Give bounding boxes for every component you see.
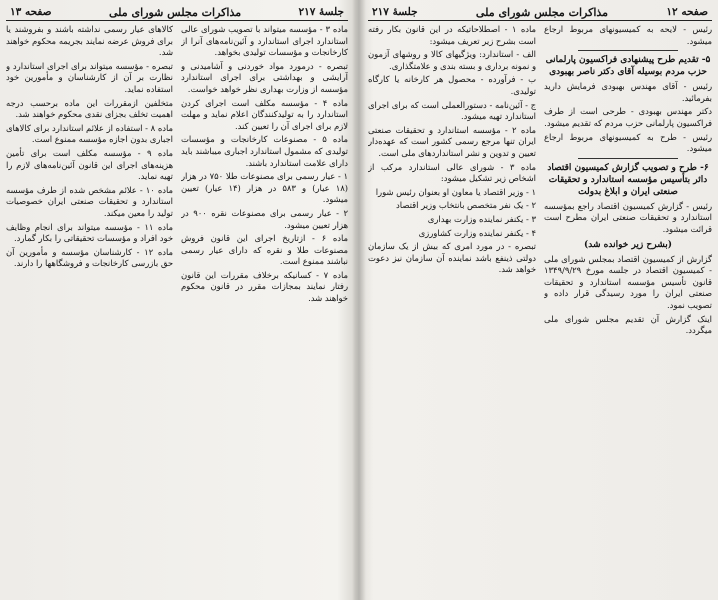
paragraph: رئیس - گزارش کمیسیون اقتصاد راجع بمؤسسه استاندارد و تحقیقات صنعتی ایران مطرح است قرائت میشود. [544, 200, 712, 234]
page-title: مذاکرات مجلس شورای ملی [475, 5, 609, 19]
divider [578, 158, 679, 159]
page-header [6, 4, 348, 21]
page-header [368, 4, 712, 21]
paragraph: اینک گزارش آن تقدیم مجلس شورای ملی میگردد. [544, 313, 712, 336]
paragraph: ۲ - یک نفر متخصص بانتخاب وزیر اقتصاد [396, 200, 536, 211]
paragraph: ب - فرآورده - محصول هر کارخانه یا کارگاه تولیدی. [368, 74, 536, 96]
paragraph: رئیس - آقای مهندس بهبودی فرمایش دارید بفرمائید. [544, 81, 712, 103]
paragraph: متخلفین ازمقررات این ماده برحسب درجه اهمیت تخلف بجزای نقدی محکوم خواهند شد. [6, 97, 173, 120]
paragraph: دکتر مهندس بهبودی - طرحی است از طرف فراکسیون پارلمانی حزب مردم که تقدیم میشود. [544, 106, 712, 128]
paragraph: ماده ۳ - شورای عالی استاندارد مرکب از اشخاص زیر تشکیل میشود: [368, 161, 536, 184]
agenda-heading: ۶- طرح و تصویب گزارش کمیسیون اقتصاد دائر بتأسیس مؤسسه استاندارد و تحقیقات صنعتی ایران و ابلاغ بدولت [547, 162, 709, 197]
agenda-heading: ۵- تقدیم طرح پیشنهادی فراکسیون پارلمانی حزب مردم بوسیله آقای دکتر ناصر بهبودی [545, 55, 711, 78]
column-right [544, 24, 712, 596]
column-left [368, 24, 536, 596]
paragraph: گزارش از کمیسیون اقتصاد بمجلس شورای ملی - کمیسیون اقتصاد در جلسه مورخ ۱۳۴۹/۹/۲۹ قانون تأسیس مؤسسه استاندارد و تحقیقات صنعتی ایران را مورد رسیدگی قرار داده و تصویب نمود. [544, 253, 712, 310]
paragraph: ماده ۱ - اصطلاحاتیکه در این قانون بکار رفته است بشرح زیر تعریف میشود: [368, 24, 536, 46]
paragraph: الف - استاندارد: ویژگیهای کالا و روشهای آزمون و نمونه برداری و بسته بندی و علامتگذاری. [368, 49, 536, 71]
paragraph: تبصره - در مورد امری که بیش از یک سازمان دولتی ذینفع باشد نماینده آن سازمان نیز دعوت خواهد شد. [368, 241, 536, 275]
paragraph: ماده ۷ - کسانیکه برخلاف مقررات این قانون رفتار نمایند بمجازات مقرر در قانون محکوم خواهند شد. [181, 269, 348, 304]
text-columns [6, 24, 348, 596]
left-page [6, 0, 348, 600]
paragraph: رئیس - لایحه به کمیسیونهای مربوط ارجاع میشود. [544, 24, 712, 46]
paragraph: ماده ۹ - مؤسسه مکلف است برای تأمین هزینه‌های اجرای این قانون آئین‌نامه‌های لازم را تهیه نماید. [6, 147, 173, 182]
column-left [6, 24, 173, 596]
paragraph: ماده ۴ - مؤسسه مکلف است اجرای کردن استاندارد را به تولیدکنندگان اعلام نماید و مهلت لازم برای اجرای آن را تعیین کند. [181, 97, 348, 131]
paragraph: تبصره - درمورد مواد خوردنی و آشامیدنی و آرایشی و بهداشتی برای اجرای استاندارد مؤسسه از وزارت بهداری نظر خواهد خواست. [181, 60, 348, 94]
paragraph: ۱ - وزیر اقتصاد یا معاون او بعنوان رئیس شورا [375, 186, 536, 197]
paragraph: ۳ - یکنفر نماینده وزارت بهداری [427, 213, 536, 224]
session-number: جلسهٔ ۲۱۷ [372, 6, 418, 18]
paragraph: ماده ۸ - استفاده از علائم استاندارد برای کالاهای اجباری بدون اجازه مؤسسه ممنوع است. [6, 122, 173, 145]
paragraph: ماده ۳ - مؤسسه میتواند با تصویب شورای عالی استاندارد اجرای استاندارد و آئین‌نامه‌های آنرا از کارخانجات و مؤسسات تولیدی بخواهد. [181, 24, 348, 58]
book-gutter [352, 0, 366, 600]
paragraph: ج - آئین‌نامه - دستورالعملی است که برای اجرای استاندارد تهیه میشود. [368, 99, 536, 122]
paragraph: ماده ۵ - مصنوعات کارخانجات و مؤسسات تولیدی که مشمول استاندارد اجباری میباشند باید دارای علامت استاندارد باشند. [181, 134, 348, 168]
page-title: مذاکرات مجلس شورای ملی [108, 5, 242, 19]
paragraph: تبصره - مؤسسه میتواند برای اجرای استاندارد و نظارت بر آن از کارشناسان و مأمورین خود استفاده نماید. [6, 60, 173, 94]
paragraph: ماده ۶ - ازتاریخ اجرای این قانون فروش مصنوعات طلا و نقره که دارای عیار رسمی نباشند ممنوع است. [181, 233, 348, 267]
page-number: صفحه ۱۲ [666, 6, 708, 18]
paragraph: ۴ - یکنفر نماینده وزارت کشاورزی [418, 227, 536, 238]
paragraph: ماده ۱۲ - کارشناسان مؤسسه و مأمورین آن حق بازرسی کارخانجات و فروشگاهها را دارند. [6, 246, 173, 269]
right-page [368, 0, 712, 600]
paragraph: ۱ - عیار رسمی برای مصنوعات طلا ۷۵۰ در هزار (۱۸ عیار) و ۵۸۳ در هزار (۱۴ عیار) تعیین میشود. [181, 171, 348, 205]
paragraph: ماده ۱۰ - علائم مشخص شده از طرف مؤسسه استاندارد و تحقیقات صنعتی ایران خصوصیات تولید را معین میکند. [6, 184, 173, 218]
paragraph: رئیس - طرح به کمیسیونهای مربوط ارجاع میشود. [544, 131, 712, 154]
divider [578, 50, 679, 51]
reading-note: (بشرح زیر خوانده شد) [584, 239, 672, 250]
paragraph: ماده ۲ - مؤسسه استاندارد و تحقیقات صنعتی ایران تنها مرجع رسمی کشور است که عهده‌دار تعیین و تدوین و نشر استانداردهای ملی است. [368, 124, 536, 158]
page-number: صفحه ۱۳ [10, 6, 52, 18]
column-right [181, 24, 348, 596]
paragraph: کالاهای عیار رسمی نداشته باشند و بفروشند یا برای فروش عرضه نمایند بجریمه محکوم خواهند شد. [6, 24, 173, 58]
paragraph: ماده ۱۱ - مؤسسه میتواند برای انجام وظایف خود افراد و مؤسسات تحقیقاتی را بکار گمارد. [6, 221, 173, 244]
session-number: جلسهٔ ۲۱۷ [298, 6, 344, 18]
paragraph: ۲ - عیار رسمی برای مصنوعات نقره ۹۰۰ در هزار تعیین میشود. [181, 207, 348, 230]
text-columns [368, 24, 712, 596]
